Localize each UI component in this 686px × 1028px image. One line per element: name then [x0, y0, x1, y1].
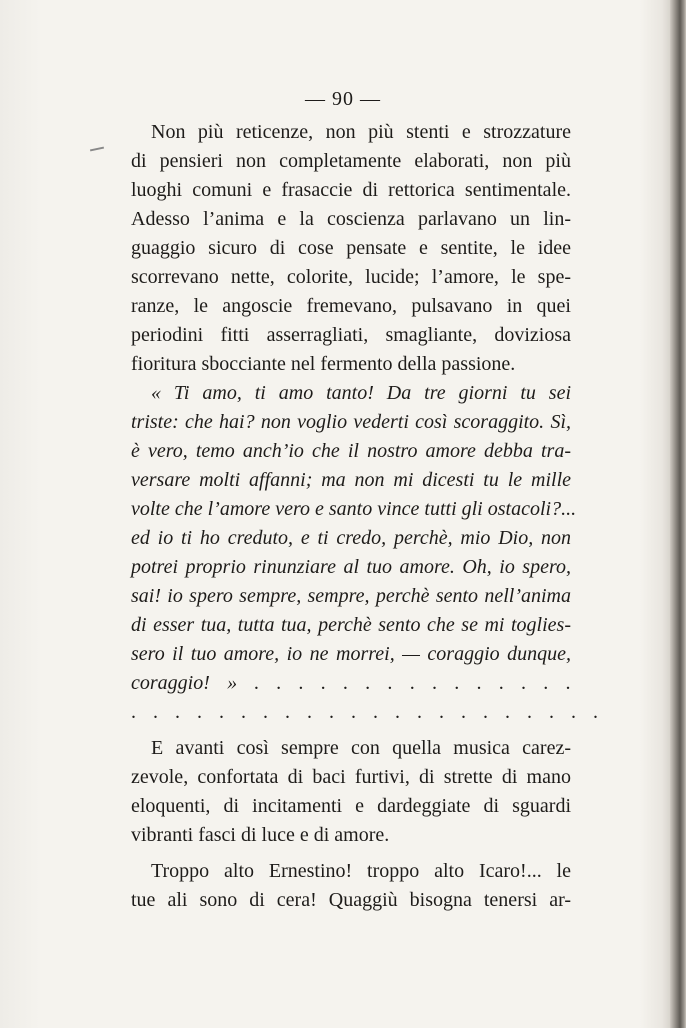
text-line: di pensieri non completamente elaborati, non più: [131, 150, 571, 172]
quote-line: di esser tua, tutta tua, perchè sento che se mi toglies-: [131, 614, 571, 636]
body-text: [131, 118, 604, 915]
margin-mark: [90, 147, 104, 152]
page-number: — 90 —: [305, 88, 381, 110]
quote-line: è vero, temo anch’io che il nostro amore debba tra-: [131, 440, 571, 462]
text-line: Troppo alto Ernestino! troppo alto Icaro!... le: [151, 860, 571, 882]
text-line: vibranti fasci di luce e di amore.: [131, 824, 390, 846]
page-edge-shadow: [670, 0, 686, 1028]
text-line: Adesso l’anima e la coscienza parlavano un lin-: [131, 208, 571, 230]
text-line: Non più reticenze, non più stenti e strozzature: [151, 121, 571, 143]
ellipsis-line: . . . . . . . . . . . . . . . . . . . . . .: [131, 701, 604, 723]
quote-line: volte che l’amore vero e santo vince tutti gli ostacoli?...: [131, 498, 577, 520]
quote-line: potrei proprio rinunziare al tuo amore. Oh, io spero,: [131, 556, 571, 578]
text-line: ranze, le angoscie fremevano, pulsavano in quei: [131, 295, 571, 317]
quote-line: coraggio! » . . . . . . . . . . . . . . .: [131, 672, 571, 694]
text-line: eloquenti, di incitamenti e dardeggiate di sguardi: [131, 795, 571, 817]
text-line: periodini fitti asserragliati, smagliante, doviziosa: [131, 324, 571, 346]
text-line: zevole, confortata di baci furtivi, di strette di mano: [131, 766, 571, 788]
text-line: fioritura sbocciante nel fermento della passione.: [131, 353, 516, 375]
quote-line: « Ti amo, ti amo tanto! Da tre giorni tu sei: [151, 382, 571, 404]
text-line: luoghi comuni e frasaccie di rettorica sentimentale.: [131, 179, 571, 201]
text-line: E avanti così sempre con quella musica carez-: [151, 737, 571, 759]
text-line: scorrevano nette, colorite, lucide; l’amore, le spe-: [131, 266, 571, 288]
quote-line: sero il tuo amore, io ne morrei, — coraggio dunque,: [131, 643, 571, 665]
quote-line: ed io ti ho creduto, e ti credo, perchè, mio Dio, non: [131, 527, 571, 549]
text-line: tue ali sono di cera! Quaggiù bisogna tenersi ar-: [131, 889, 571, 911]
quote-line: versare molti affanni; ma non mi dicesti tu le mille: [131, 469, 571, 491]
text-line: guaggio sicuro di cose pensate e sentite, le idee: [131, 237, 571, 259]
quote-line: sai! io spero sempre, sempre, perchè sento nell’anima: [131, 585, 571, 607]
quote-line: triste: che hai? non voglio vederti così scoraggito. Sì,: [131, 411, 571, 433]
